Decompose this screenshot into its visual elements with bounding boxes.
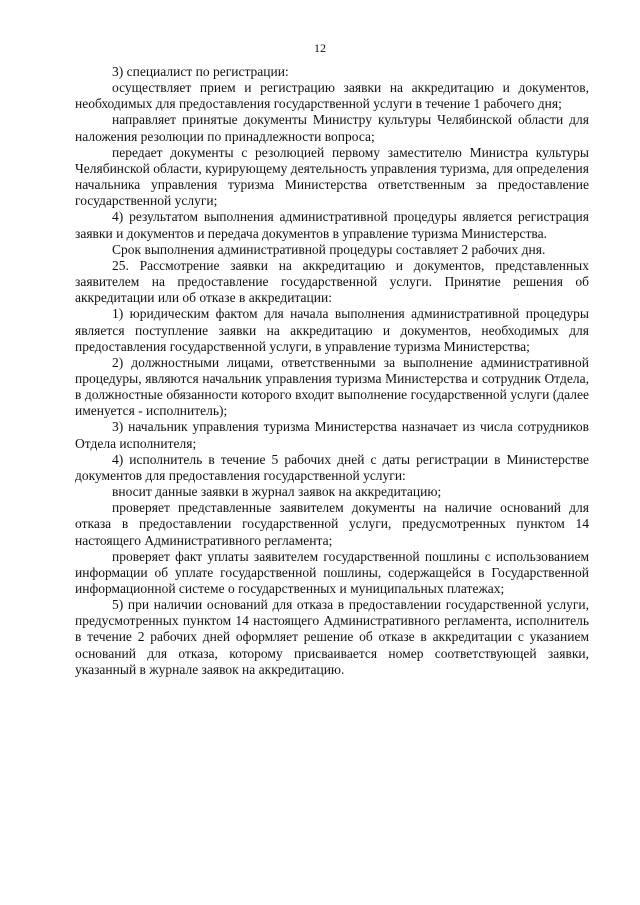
paragraph: 3) начальник управления туризма Министерства назначает из числа сотрудников Отдела исполнителя;	[75, 419, 589, 451]
paragraph: проверяет представленные заявителем документы на наличие оснований для отказа в предоставлении государственной услуги, предусмотренных пунктом 14 настоящего Административного регламента;	[75, 500, 589, 548]
paragraph: 5) при наличии оснований для отказа в предоставлении государственной услуги, предусмотренных пунктом 14 настоящего Административного регламента, исполнитель в течение 2 рабочих дней оформляет решение об отказе в аккредитации с указанием оснований для отказа, которому присваивается номер соответствующей заявки, указанный в журнале заявок на аккредитацию.	[75, 597, 589, 677]
paragraph: 1) юридическим фактом для начала выполнения административной процедуры является поступление заявки на аккредитацию и документов, необходимых для предоставления государственной услуги, в управление туризма Министерства;	[75, 306, 589, 354]
paragraph: 4) исполнитель в течение 5 рабочих дней с даты регистрации в Министерстве документов для предоставления государственной услуги:	[75, 451, 589, 483]
paragraph: 25. Рассмотрение заявки на аккредитацию и документов, представленных заявителем на предоставление государственной услуги. Принятие решения об аккредитации или об отказе в аккредитации:	[75, 257, 589, 306]
paragraph: направляет принятые документы Министру культуры Челябинской области для наложения резолюции по принадлежности вопроса;	[75, 112, 589, 144]
paragraph: передает документы с резолюцией первому заместителю Министра культуры Челябинской области, курирующему деятельность управления туризма, для определения начальника управления туризма Министерства ответственным за предоставление государственной услуги;	[75, 144, 589, 209]
paragraph: осуществляет прием и регистрацию заявки на аккредитацию и документов, необходимых для предоставления государственной услуги в течение 1 рабочего дня;	[75, 80, 589, 112]
document-body	[75, 64, 589, 678]
paragraph: 3) специалист по регистрации:	[112, 64, 289, 79]
paragraph: проверяет факт уплаты заявителем государственной пошлины с использованием информации об уплате государственной пошлины, содержащейся в Государственной информационной системе о государственных и муниципальных платежах;	[75, 548, 589, 596]
paragraph: Срок выполнения административной процедуры составляет 2 рабочих дня.	[112, 241, 546, 257]
paragraph: 4) результатом выполнения административной процедуры является регистрация заявки и документов и передача документов в управление туризма Министерства.	[75, 209, 589, 241]
page-number: 12	[314, 41, 326, 55]
paragraph: 2) должностными лицами, ответственными за выполнение административной процедуры, являются начальник управления туризма Министерства и сотрудник Отдела, в должностные обязанности которого входит выполнение государственной услуги (далее именуется - исполнитель);	[75, 354, 589, 419]
paragraph: вносит данные заявки в журнал заявок на аккредитацию;	[112, 484, 442, 500]
